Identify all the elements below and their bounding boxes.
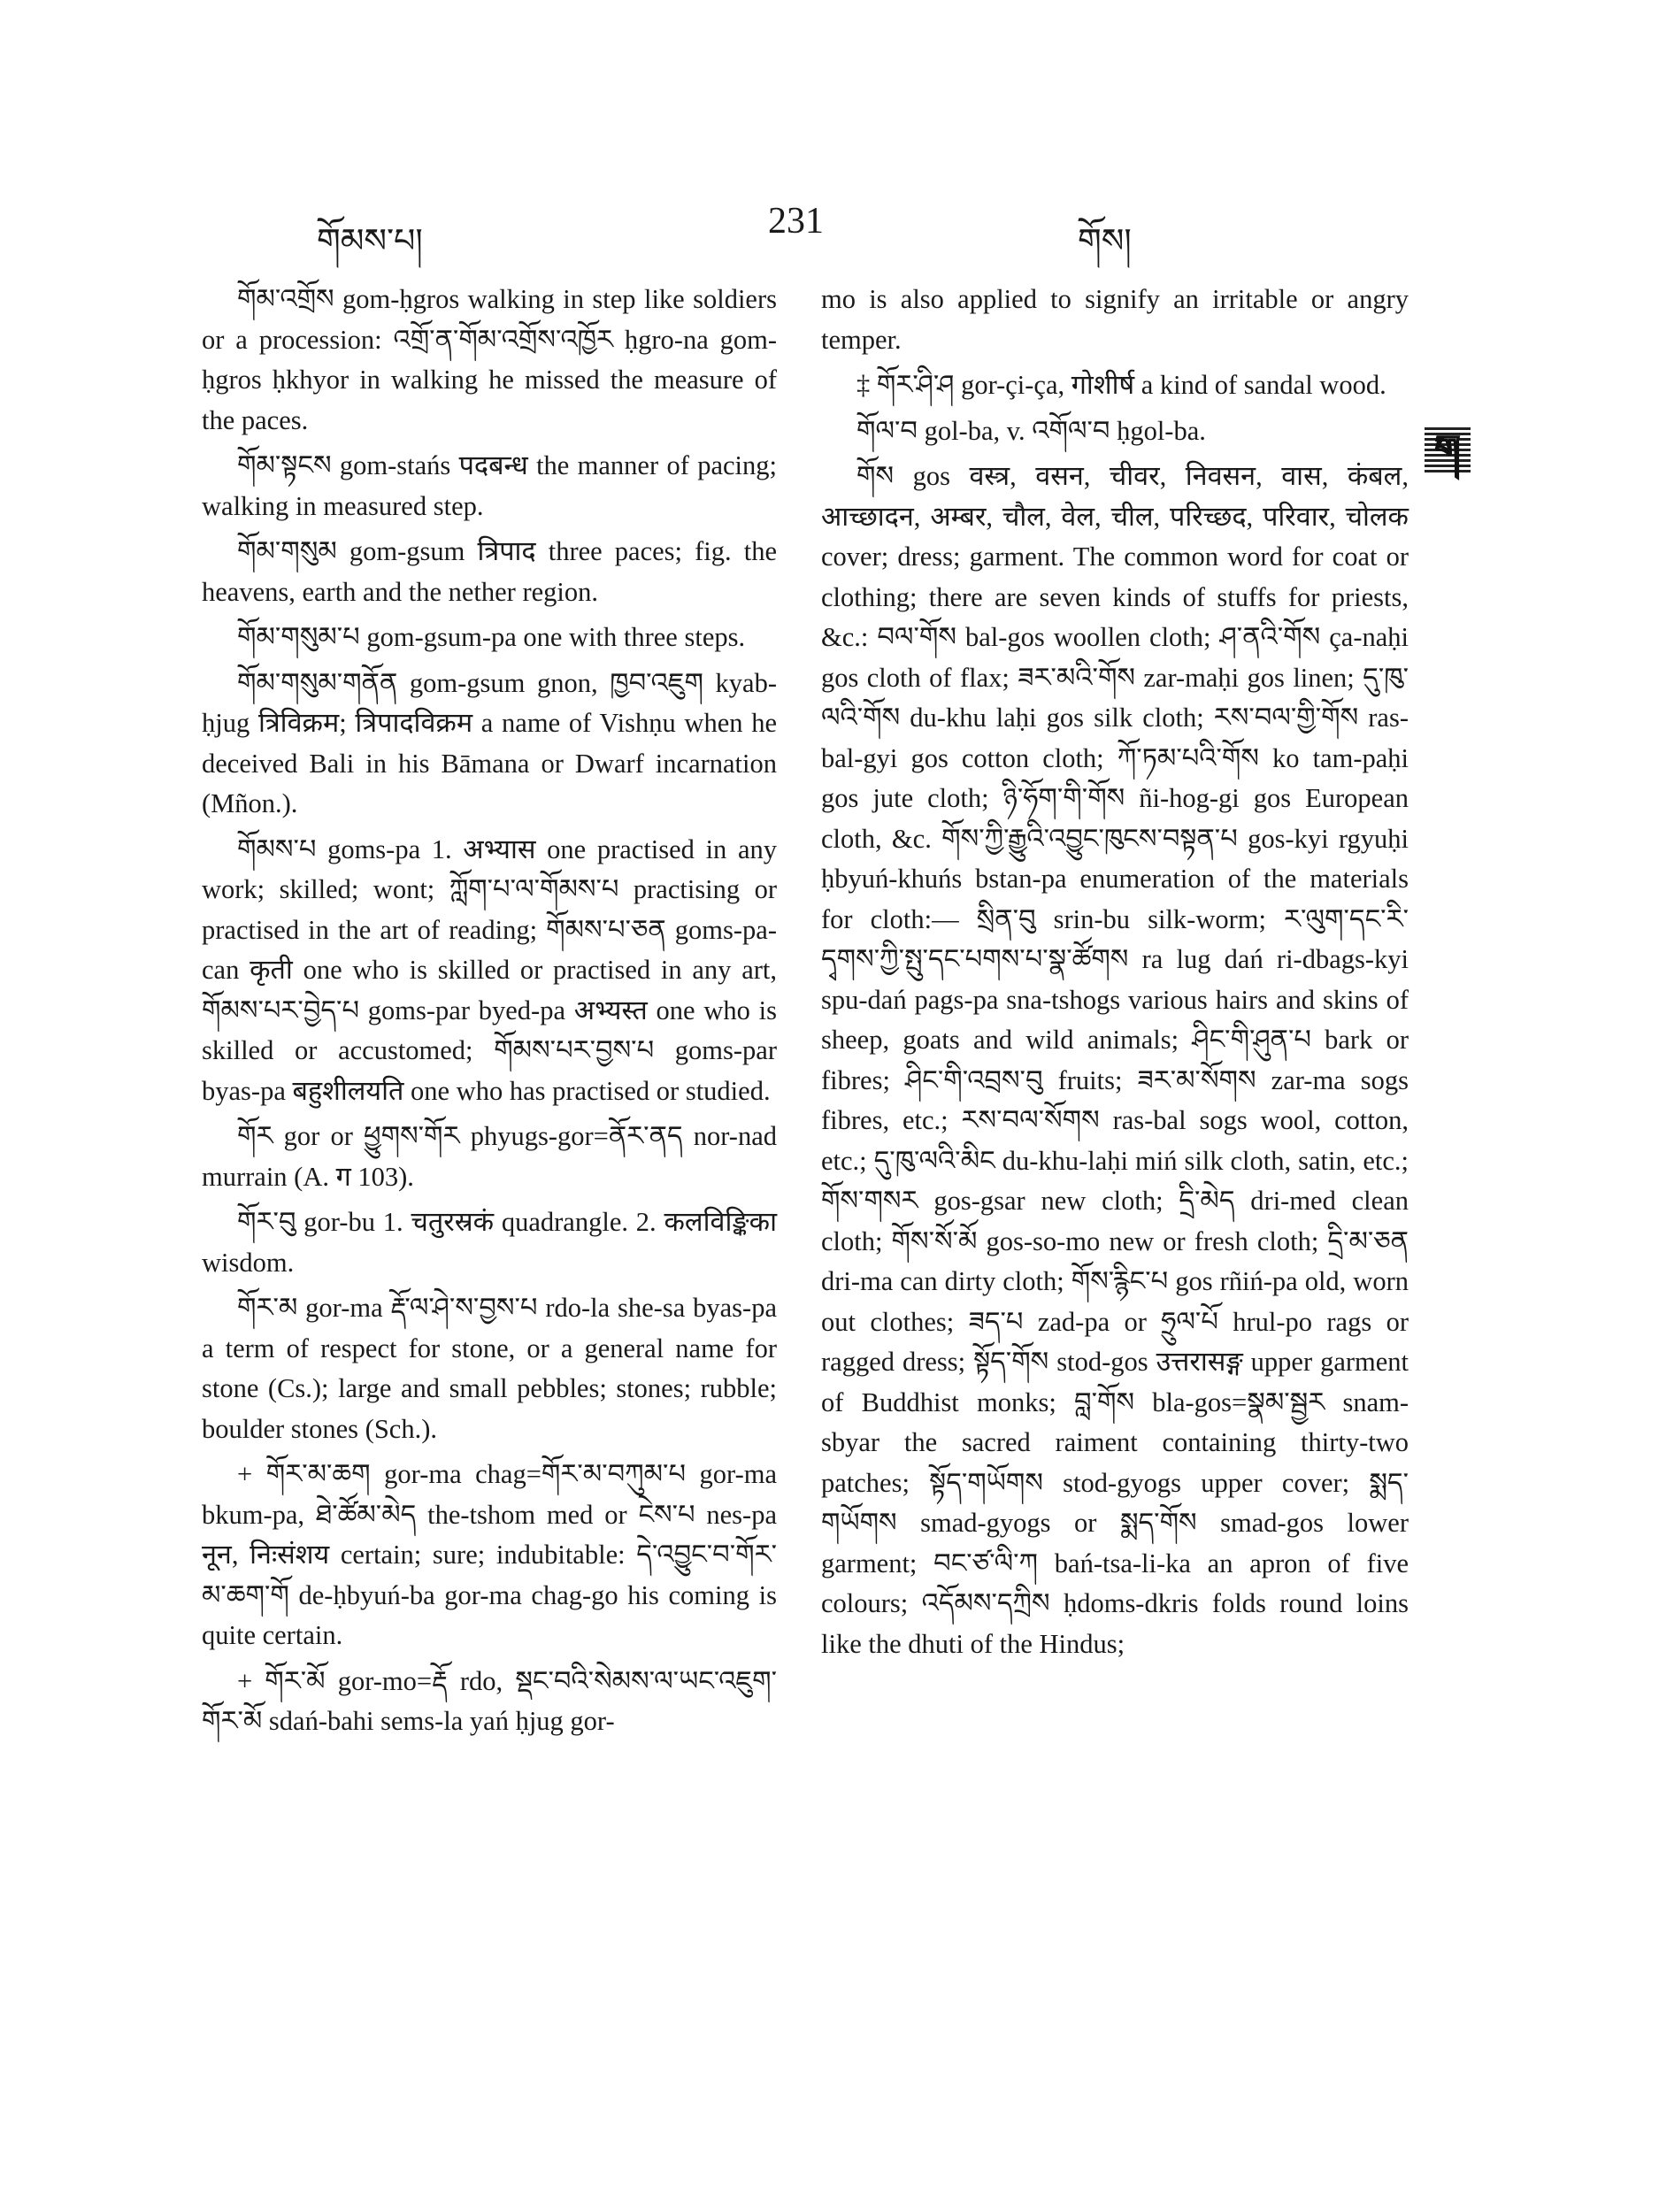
- entry-gom-gsum-gnon: གོམ་གསུམ་གནོན gom-gsum gnon, ཁྱབ་འཇུག kyab-ḥjug त्रिविक्रम; त्रिपादविक्रम a name of Vishṇu when he deceived Bali in his Bāmana or Dwarf incarnation (Mñon.).: [202, 667, 777, 818]
- left-column: [202, 280, 777, 1747]
- entry-gos: གོས gos वस्त्र, वसन, चीवर, निवसन, वास, कंबल, आच्छादन, अम्बर, चौल, वेल, चील, परिच्छद, परिवार, चोलक cover; dress; garment. The common word for coat or clothing; there are seven kinds of stuffs for priests, &c.: བལ་གོས bal-gos woollen cloth; ཤ་ནའི་གོས ça-naḥi gos cloth of flax; ཟར་མའི་གོས zar-maḥi gos linen; དུ་ཁུ་ལའི་གོས du-khu laḥi gos silk cloth; རས་བལ་གྱི་གོས ras-bal-gyi gos cotton cloth; ཀོ་ཏམ་པའི་གོས ko tam-paḥi gos jute cloth; ཉི་ཧོག་གི་གོས ñi-hog-gi gos European cloth, &c. གོས་ཀྱི་རྒྱུའི་འབྱུང་ཁུངས་བསྟན་པ gos-kyi rgyuḥi ḥbyuń-khuńs bstan-pa enumeration of the materials for cloth:— སྲིན་བུ srin-bu silk-worm; ར་ལུག་དང་རི་དྭགས་ཀྱི་སྤུ་དང་པགས་པ་སྣ་ཚོགས ra lug dań ri-dbags-kyi spu-dań pags-pa sna-tshogs various hairs and skins of sheep, goats and wild animals; ཤིང་གི་ཤུན་པ bark or fibres; ཤིང་གི་འབྲས་བུ fruits; ཟར་མ་སོགས zar-ma sogs fibres, etc.; རས་བལ་སོགས ras-bal sogs wool, cotton, etc.; དུ་ཁུ་ལའི་མིང du-khu-laḥi miń silk cloth, satin, etc.; གོས་གསར gos-gsar new cloth; དྲི་མེད dri-med clean cloth; གོས་སོ་མོ gos-so-mo new or fresh cloth; དྲི་མ་ཅན dri-ma can dirty cloth; གོས་རྙིང་པ gos rñiń-pa old, worn out clothes; ཟད་པ zad-pa or ཧྲུལ་པོ hrul-po rags or ragged dress; སྟོད་གོས stod-gos उत्तरासङ्ग upper garment of Buddhist monks; བླ་གོས bla-gos=སྣམ་སྦྱར snam-sbyar the sacred raiment containing thirty-two patches; སྟོད་གཡོགས stod-gyogs upper cover; སྨད་གཡོགས smad-gyogs or སྨད་གོས smad-gos lower garment; བང་ཙ་ལི་ཀ bań-tsa-li-ka an apron of five colours; འདོམས་དཀྲིས ḥdoms-dkris folds round loins like the dhuti of the Hindus;: [821, 461, 1409, 1659]
- entry-gor-mo-cont: mo is also applied to signify an irritable or angry temper.: [821, 284, 1409, 355]
- entry-gor-ma: གོར་མ gor-ma རྡོ་ལ་ཤེ་ས་བྱས་པ rdo-la she-sa byas-pa a term of respect for stone, or a general name for stone (Cs.); large and small pebbles; stones; rubble; boulder stones (Sch.).: [202, 1293, 777, 1444]
- right-column: [821, 280, 1409, 1670]
- page-header: [0, 201, 1659, 260]
- entry-goms-pa: གོམས་པ goms-pa 1. अभ्यास one practised in any work; skilled; wont; ཀློག་པ་ལ་གོམས་པ practising or practised in the art of reading; གོམས་པ་ཅན goms-pa-can कृती one who is skilled or practised in any art, གོམས་པར་བྱེད་པ goms-par byed-pa अभ्यस्त one who is skilled or accustomed; གོམས་པར་བྱས་པ goms-par byas-pa बहुशीलयति one who has practised or studied.: [202, 833, 777, 1106]
- entry-gor: གོར gor or ཕྱུགས་གོར phyugs-gor=ནོར་ནད nor-nad murrain (A. ग 103).: [202, 1121, 777, 1192]
- entry-gor-ci-ca: ‡ གོར་ཤི་ཤ gor-çi-ça, गोशीर्ष a kind of sandal wood.: [856, 370, 1386, 400]
- running-head-left: གོམས་པ།: [317, 221, 423, 260]
- entry-gor-ma-chag: + གོར་མ་ཆག gor-ma chag=གོར་མ་བཀུམ་པ gor-ma bkum-pa, ཐེ་ཚོམ་མེད the-tshom med or ངེས་པ nes-pa नून, निःसंशय certain; sure; indubitable: དེ་འབྱུང་བ་གོར་མ་ཆག་གོ de-ḥbyuń-ba gor-ma chag-go his coming is quite certain.: [202, 1459, 777, 1650]
- entry-gol-ba: གོལ་བ gol-ba, v. འགོལ་བ ḥgol-ba.: [856, 415, 1206, 446]
- entry-gor-mo: + གོར་མོ gor-mo=རྡོ rdo, སྡང་བའི་སེམས་ལ་ཡང་འཇུག་གོར་མོ sdań-bahi sems-la yań ḥjug gor-: [202, 1665, 777, 1736]
- entry-gom-stans: གོམ་སྟངས gom-stańs पदबन्ध the manner of pacing; walking in measured step.: [202, 450, 777, 521]
- entry-gom-gsum-pa: གོམ་གསུམ་པ gom-gsum-pa one with three steps.: [237, 622, 746, 652]
- entry-gor-bu: གོར་བུ gor-bu 1. चतुरस्रकं quadrangle. 2. कलविङ्किका wisdom.: [202, 1207, 777, 1278]
- running-head-right: གོས།: [1078, 221, 1132, 260]
- entry-gom-gsum: གོམ་གསུམ gom-gsum त्रिपाद three paces; fig. the heavens, earth and the nether region.: [202, 536, 777, 607]
- page-number: 231: [768, 201, 824, 242]
- entry-gom-hgros: གོམ་འགྲོས gom-ḥgros walking in step like soldiers or a procession: འགྲོ་ན་གོམ་འགྲོས་འཁྱོར ḥgro-na gom-ḥgros ḥkhyor in walking he missed the measure of the paces.: [202, 284, 777, 435]
- thumb-index-tab: ག: [1425, 426, 1471, 472]
